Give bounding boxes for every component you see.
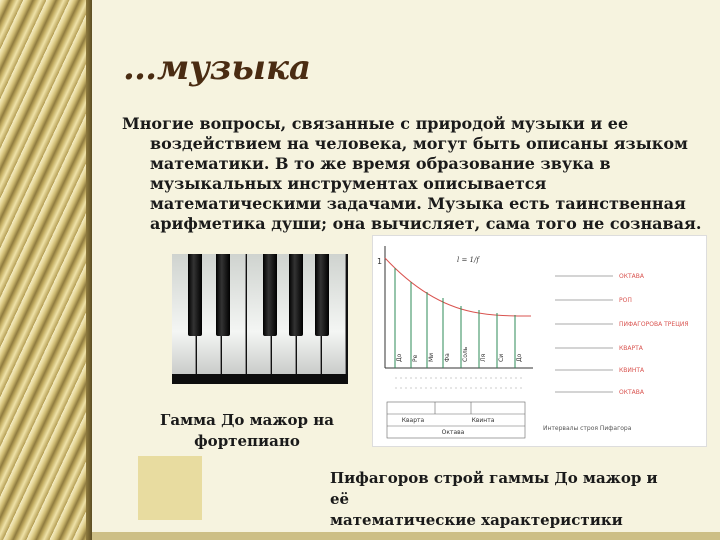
note-label: Соль bbox=[462, 346, 469, 362]
formula-tag: КВИНТА bbox=[619, 367, 645, 374]
black-key bbox=[263, 254, 277, 336]
caption-line: Пифагоров строй гаммы До мажор и её bbox=[330, 469, 658, 508]
body-line: математики. В то же время образование звука в bbox=[150, 154, 611, 173]
note-label: Си bbox=[498, 353, 505, 362]
note-label: Ля bbox=[480, 353, 487, 362]
curve-label: l = 1/f bbox=[457, 256, 479, 264]
pythagorean-scale-figure bbox=[372, 235, 707, 447]
body-line: арифметика души; она вычисляет, сама того не сознавая. bbox=[150, 214, 702, 233]
length-curve bbox=[385, 258, 531, 316]
black-key bbox=[315, 254, 329, 336]
formula-tag: ПИФАГОРОВА ТРЕЦИЯ bbox=[619, 321, 689, 328]
caption-line: Гамма До мажор на bbox=[160, 411, 334, 429]
decorative-border bbox=[0, 0, 92, 540]
caption-line: математические характеристики bbox=[330, 511, 623, 529]
black-key bbox=[188, 254, 202, 336]
note-label: До bbox=[516, 353, 523, 362]
scale-figure-svg bbox=[373, 236, 706, 446]
note-label: Фа bbox=[444, 353, 451, 362]
black-key bbox=[216, 254, 230, 336]
piano-keyboard-image bbox=[172, 254, 348, 384]
interval-tag: Кварта bbox=[401, 417, 425, 424]
body-line: Многие вопросы, связанные с природой музыки и ее bbox=[122, 114, 629, 133]
note-label: Ми bbox=[428, 352, 435, 362]
formula-tag: РОП bbox=[619, 297, 632, 304]
interval-tag: Октава bbox=[441, 429, 465, 436]
body-line: музыкальных инструментах описывается bbox=[150, 174, 547, 193]
figure-note: Интервалы строя Пифагора bbox=[543, 425, 632, 432]
note-label: До bbox=[396, 353, 403, 362]
piano-caption bbox=[158, 410, 336, 452]
scale-caption bbox=[330, 468, 660, 531]
interval-tag: Квинта bbox=[471, 417, 495, 424]
note-label: Ре bbox=[412, 354, 419, 362]
keyboard-rail bbox=[172, 374, 348, 384]
decorative-square bbox=[138, 456, 202, 520]
black-key bbox=[289, 254, 303, 336]
bottom-strip bbox=[92, 532, 720, 540]
body-line: математическими задачами. Музыка есть таинственная bbox=[150, 194, 686, 213]
y-axis-label: 1 bbox=[377, 257, 383, 266]
formula-tag: ОКТАВА bbox=[619, 389, 644, 396]
formula-tag: ОКТАВА bbox=[619, 273, 644, 280]
caption-line: фортепиано bbox=[194, 432, 300, 450]
body-line: воздействием на человека, могут быть описаны языком bbox=[150, 134, 688, 153]
slide-body-text bbox=[122, 114, 702, 234]
slide-title: …музыка bbox=[123, 48, 311, 88]
formula-tag: КВАРТА bbox=[619, 345, 643, 352]
